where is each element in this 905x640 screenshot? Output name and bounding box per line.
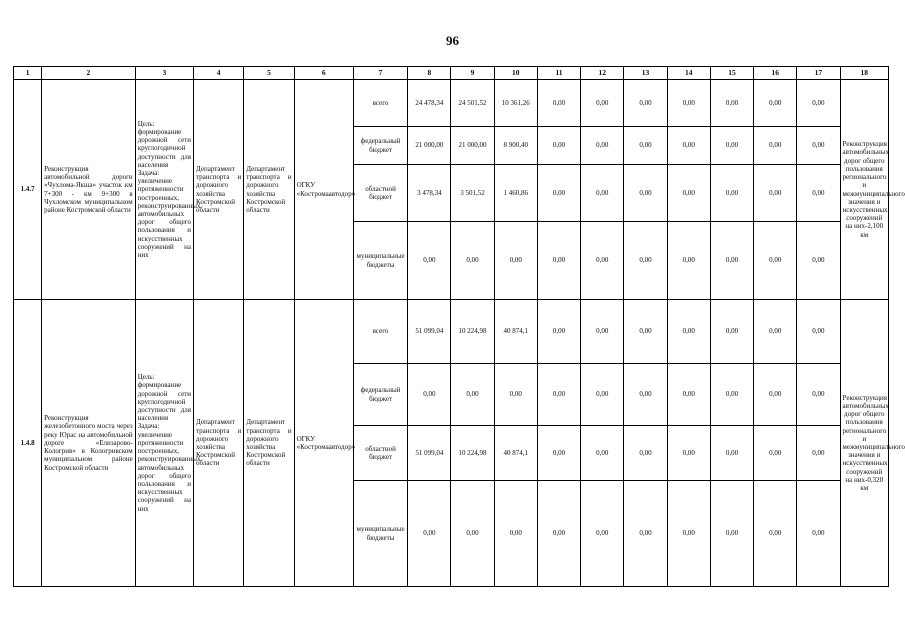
expected-result: Реконструкция автомобильных дорог общего пользования регионального и межмуниципального значения и искусственных сооружений на них-0,320 км (840, 300, 888, 587)
amount-cell: 10 224,98 (451, 426, 494, 481)
amount-cell: 3 501,52 (451, 165, 494, 222)
amount-cell: 0,00 (710, 364, 753, 426)
column-number: 14 (667, 67, 710, 80)
funding-source: всего (353, 80, 407, 127)
amount-cell: 0,00 (408, 481, 451, 587)
measure-name: Реконструкция автомобильной дороги «Чухлома-Якша» участок км 7+300 - км 9+300 в Чухломском муниципальном районе Костромской области (42, 80, 136, 300)
amount-cell: 0,00 (710, 127, 753, 165)
amount-cell: 24 501,52 (451, 80, 494, 127)
amount-cell: 8 900,40 (494, 127, 537, 165)
amount-cell: 0,00 (537, 80, 580, 127)
amount-cell: 0,00 (667, 127, 710, 165)
amount-cell: 0,00 (710, 222, 753, 300)
amount-cell: 1 460,86 (494, 165, 537, 222)
amount-cell: 0,00 (797, 80, 840, 127)
amount-cell: 0,00 (710, 300, 753, 364)
column-number: 4 (194, 67, 244, 80)
measure-goal: Цель: формирование дорожной сети круглогодичной доступности для населения Задача: увеличение протяженности построенных, реконструированных автомобильных дорог общего пользования и искусственных сооружений на них (135, 80, 193, 300)
amount-cell: 0,00 (754, 364, 797, 426)
amount-cell: 0,00 (581, 481, 624, 587)
responsible-department: Департамент транспорта и дорожного хозяйства Костромской области (194, 80, 244, 300)
amount-cell: 0,00 (494, 222, 537, 300)
column-number: 11 (537, 67, 580, 80)
column-number: 2 (42, 67, 136, 80)
amount-cell: 0,00 (710, 80, 753, 127)
column-number: 12 (581, 67, 624, 80)
amount-cell: 0,00 (581, 300, 624, 364)
amount-cell: 0,00 (624, 222, 667, 300)
column-number: 10 (494, 67, 537, 80)
amount-cell: 0,00 (451, 481, 494, 587)
column-number: 17 (797, 67, 840, 80)
amount-cell: 0,00 (710, 426, 753, 481)
amount-cell: 0,00 (624, 364, 667, 426)
column-number: 8 (408, 67, 451, 80)
amount-cell: 0,00 (451, 222, 494, 300)
amount-cell: 21 000,00 (451, 127, 494, 165)
column-number: 5 (244, 67, 294, 80)
amount-cell: 0,00 (754, 80, 797, 127)
amount-cell: 0,00 (797, 222, 840, 300)
amount-cell: 0,00 (667, 80, 710, 127)
amount-cell: 0,00 (624, 481, 667, 587)
amount-cell: 0,00 (667, 222, 710, 300)
funding-source: муниципальные бюджеты (353, 481, 407, 587)
measure-code: 1.4.8 (14, 300, 42, 587)
funding-source: муниципальные бюджеты (353, 222, 407, 300)
funding-source: областной бюджет (353, 426, 407, 481)
executor: ОГКУ «Костромаавтодор» (294, 300, 353, 587)
amount-cell: 0,00 (624, 165, 667, 222)
funding-source: областной бюджет (353, 165, 407, 222)
amount-cell: 0,00 (537, 127, 580, 165)
amount-cell: 3 478,34 (408, 165, 451, 222)
amount-cell: 0,00 (581, 222, 624, 300)
amount-cell: 21 000,00 (408, 127, 451, 165)
amount-cell: 0,00 (754, 222, 797, 300)
amount-cell: 0,00 (537, 426, 580, 481)
column-number: 9 (451, 67, 494, 80)
funding-source: федеральный бюджет (353, 364, 407, 426)
amount-cell: 0,00 (667, 364, 710, 426)
measure-code: 1.4.7 (14, 80, 42, 300)
amount-cell: 0,00 (451, 364, 494, 426)
amount-cell: 0,00 (754, 165, 797, 222)
amount-cell: 0,00 (624, 80, 667, 127)
amount-cell: 0,00 (797, 364, 840, 426)
measure-name: Реконструкция железобетонного моста через реку Юрас на автомобильной дороге «Елизарово-Кологрив» в Кологривском муниципальном районе Костромской области (42, 300, 136, 587)
amount-cell: 0,00 (537, 165, 580, 222)
expected-result: Реконструкция автомобильных дорог общего пользования регионального и межмуниципального значения и искусственных сооружений на них-2,100 км (840, 80, 888, 300)
amount-cell: 0,00 (537, 481, 580, 587)
amount-cell: 0,00 (581, 165, 624, 222)
amount-cell: 0,00 (581, 80, 624, 127)
column-number: 3 (135, 67, 193, 80)
amount-cell: 0,00 (797, 165, 840, 222)
responsible-department: Департамент транспорта и дорожного хозяйства Костромской области (194, 300, 244, 587)
amount-cell: 0,00 (667, 300, 710, 364)
funding-source: всего (353, 300, 407, 364)
amount-cell: 0,00 (754, 426, 797, 481)
funding-source: федеральный бюджет (353, 127, 407, 165)
amount-cell: 0,00 (408, 222, 451, 300)
amount-cell: 0,00 (710, 165, 753, 222)
column-number: 18 (840, 67, 888, 80)
coexecutor-department: Департамент транспорта и дорожного хозяйства Костромской области (244, 80, 294, 300)
amount-cell: 51 099,04 (408, 426, 451, 481)
amount-cell: 0,00 (797, 481, 840, 587)
amount-cell: 0,00 (624, 300, 667, 364)
column-number: 6 (294, 67, 353, 80)
amount-cell: 0,00 (494, 364, 537, 426)
amount-cell: 0,00 (667, 426, 710, 481)
amount-cell: 0,00 (754, 300, 797, 364)
amount-cell: 51 099,04 (408, 300, 451, 364)
amount-cell: 0,00 (624, 127, 667, 165)
column-number: 13 (624, 67, 667, 80)
amount-cell: 10 224,98 (451, 300, 494, 364)
amount-cell: 0,00 (667, 165, 710, 222)
column-number-row (14, 67, 889, 80)
executor: ОГКУ «Костромаавтодор» (294, 80, 353, 300)
amount-cell: 0,00 (581, 127, 624, 165)
amount-cell: 0,00 (797, 300, 840, 364)
amount-cell: 40 874,1 (494, 426, 537, 481)
amount-cell: 0,00 (667, 481, 710, 587)
amount-cell: 0,00 (797, 426, 840, 481)
table-row (14, 80, 889, 127)
amount-cell: 0,00 (754, 127, 797, 165)
amount-cell: 40 874,1 (494, 300, 537, 364)
coexecutor-department: Департамент транспорта и дорожного хозяйства Костромской области (244, 300, 294, 587)
amount-cell: 0,00 (581, 426, 624, 481)
column-number: 16 (754, 67, 797, 80)
column-number: 7 (353, 67, 407, 80)
column-number: 15 (710, 67, 753, 80)
page-number: 96 (446, 33, 459, 48)
amount-cell: 0,00 (581, 364, 624, 426)
amount-cell: 0,00 (408, 364, 451, 426)
amount-cell: 0,00 (537, 364, 580, 426)
amount-cell: 0,00 (710, 481, 753, 587)
amount-cell: 0,00 (754, 481, 797, 587)
column-number: 1 (14, 67, 42, 80)
program-measures-table (13, 66, 905, 587)
amount-cell: 0,00 (797, 127, 840, 165)
amount-cell: 24 478,34 (408, 80, 451, 127)
amount-cell: 0,00 (537, 222, 580, 300)
amount-cell: 0,00 (624, 426, 667, 481)
amount-cell: 10 361,26 (494, 80, 537, 127)
table-row (14, 300, 889, 364)
amount-cell: 0,00 (537, 300, 580, 364)
measure-goal: Цель: формирование дорожной сети круглогодичной доступности для населения Задача: увеличение протяженности построенных, реконструированных автомобильных дорог общего пользования и искусственных сооружений на них (135, 300, 193, 587)
amount-cell: 0,00 (494, 481, 537, 587)
